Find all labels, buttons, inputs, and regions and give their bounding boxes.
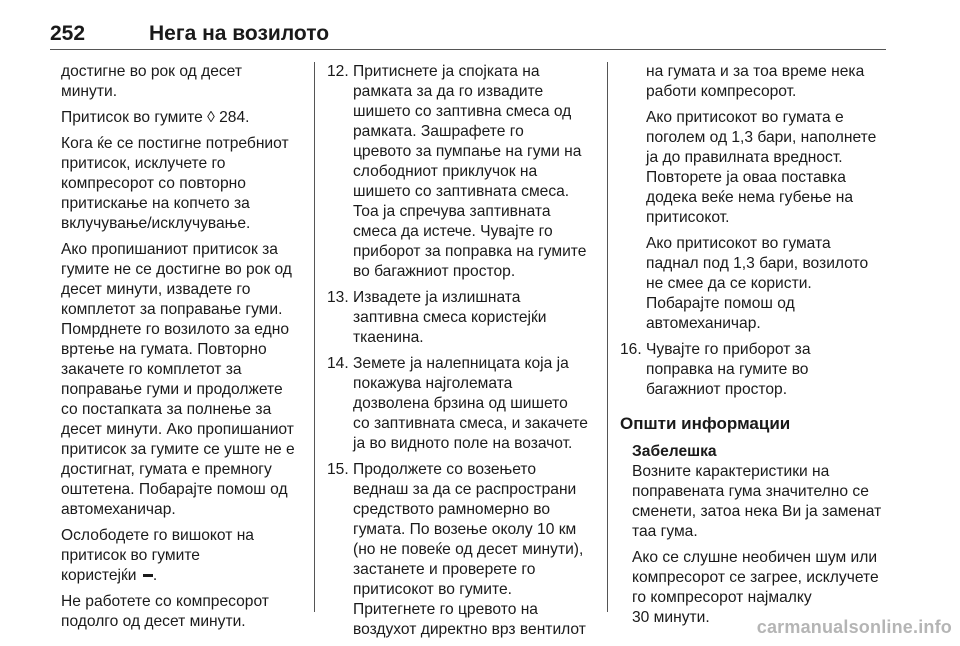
item-text: Продолжете со возењето веднаш за да се распространи средството рамномерно во гумата. По возење околу 10 км (но не повеќе од десет минути), застанете и проверете го притисокот во гумите. Притегнете го цревото на воздухот директно врз вентилот — [353, 461, 586, 638]
watermark: carmanualsonline.info — [756, 617, 952, 637]
note-block — [620, 442, 888, 628]
column-3 — [620, 62, 888, 634]
page-header — [50, 10, 890, 50]
item-number: 14. — [327, 355, 349, 372]
item-number: 15. — [327, 461, 349, 478]
paragraph-continued: на гумата и за тоа време нека работи компресорот. — [646, 63, 865, 100]
column-divider-2 — [607, 62, 608, 612]
paragraph: достигне во рок од десет минути. — [61, 63, 242, 100]
list-item — [327, 354, 595, 454]
paragraph: Ако пропишаниот притисок за гумите не се достигне во рок од десет минути, извадете го комплетот за поправање гуми. Помрднете го возилото за едно вртење на гумата. Повторно закачете го комплетот за поправање гуми и продолжете со постапката за полнење за десет минути. Ако пропишаниот притисок за гумите се уште не е достигнат, гумата е премногу оштетена. Побарајте помош од автомеханичар. — [61, 241, 295, 518]
item-number: 12. — [327, 63, 349, 80]
header-rule — [50, 49, 886, 50]
paragraph-text: Ослободете го вишокот на притисок во гумите користејќи — [61, 527, 254, 584]
paragraph-release-pressure: Ослободете го вишокот на притисок во гумите користејќи . — [61, 527, 254, 584]
chapter-title: Нега на возилото — [149, 22, 330, 45]
list-item — [327, 460, 595, 640]
item-text: Извадете ја излишната заптивна смеса користејќи ткаенина. — [353, 289, 547, 346]
section-title: Општи информации — [620, 414, 791, 433]
page-number: 252 — [50, 22, 86, 45]
paragraph-tire-pressure-ref: Притисок во гумите ◊ 284. — [61, 109, 250, 126]
item-text: Земете ја налепницата која ја покажува најголемата дозволена брзина од шишето со заптивната смеса, и закачете ја во видното поле на возачот. — [353, 355, 588, 452]
paragraph: Ако притисокот во гумата е поголем од 1,3 бари, наполнете ја до правилната вредност. Повторете ја оваа поставка додека веќе нема губење на притисокот. — [646, 109, 877, 226]
list-item — [327, 62, 595, 282]
paragraph: Ако се слушне необичен шум или компресорот се загрее, исклучете го компресорот најмалку 30 минути. — [632, 549, 879, 626]
paragraph: Кога ќе се постигне потребниот притисок, исклучете го компресорот со повторно притискање на копчето за вклучување/исклучување. — [61, 135, 289, 232]
paragraph: Не работете со компресорот подолго од десет минути. — [61, 593, 269, 630]
column-divider-1 — [314, 62, 315, 612]
item-number: 13. — [327, 289, 349, 306]
column-1 — [61, 62, 309, 638]
note-text: Возните карактеристики на поправената гума значително се сменети, затоа нека Ви ја заменат таа гума. — [632, 463, 882, 540]
column-2 — [327, 62, 595, 646]
item-text: Чувајте го приборот за поправка на гумите во багажниот простор. — [646, 341, 811, 398]
list-item — [620, 340, 888, 400]
paragraph: Ако притисокот во гумата паднал под 1,3 бари, возилото не смее да се користи. Побарајте помош од автомеханичар. — [646, 235, 869, 332]
item-number: 16. — [620, 341, 642, 358]
item-text: Притиснете ја спојката на рамката за да го извадите шишето со заптивна смеса од рамката. Зашрафете го цревото за пумпање на гуми на слободниот приклучок на шишето со заптивната смеса. Тоа ја спречува заптивната смеса да истече. Чувајте го приборот за поправка на гумите во багажниот простор. — [353, 63, 587, 280]
note-title: Забелешка — [632, 443, 717, 460]
minus-icon — [143, 574, 153, 577]
list-item — [327, 288, 595, 348]
